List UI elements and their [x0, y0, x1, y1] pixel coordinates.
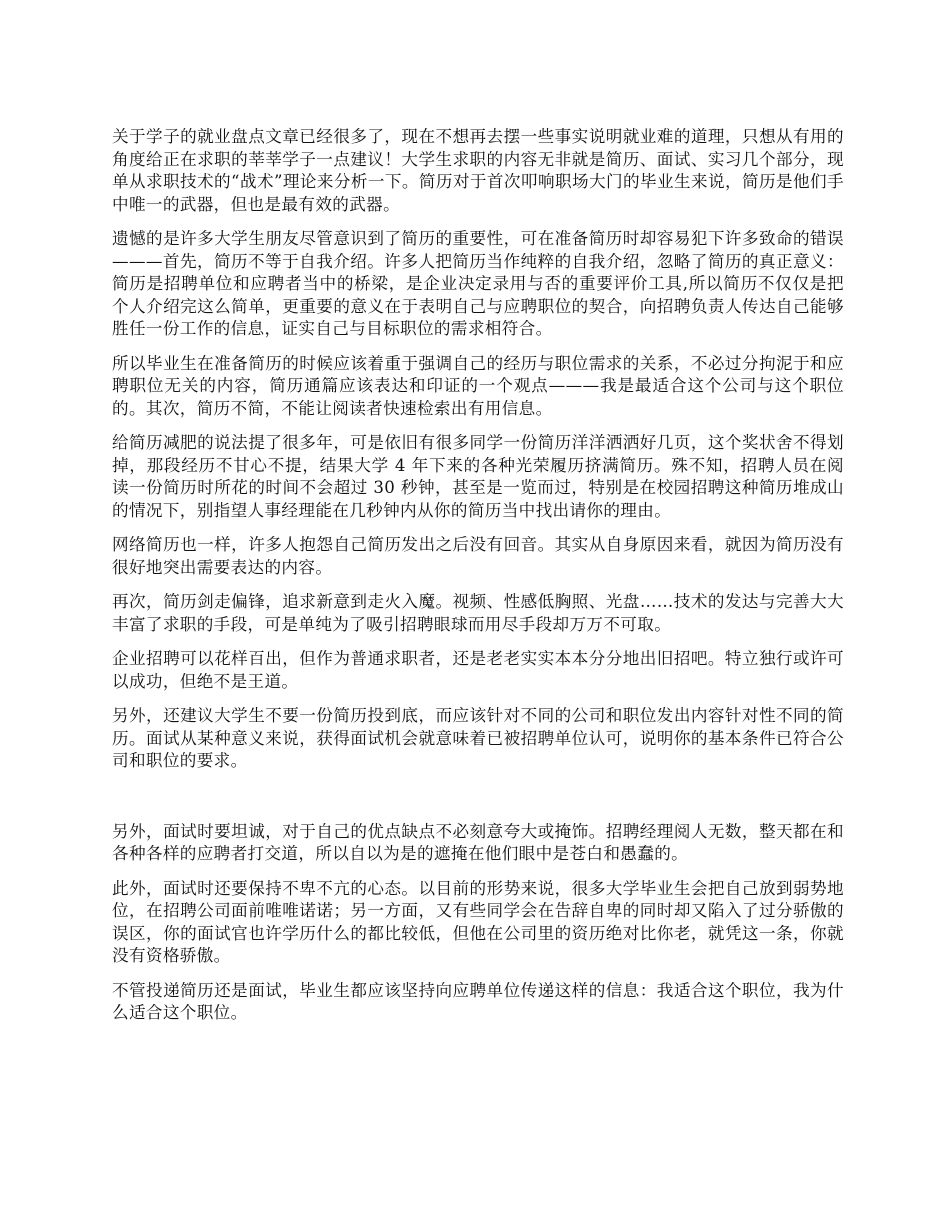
paragraph-resume-novelty: 再次，简历剑走偏锋，追求新意到走火入魔。视频、性感低胸照、光盘……技术的发达与完善大大丰富了求职的手段，可是单纯为了吸引招聘眼球而用尽手段却万万不可取。	[112, 592, 844, 634]
paragraph-intro: 关于学子的就业盘点文章已经很多了，现在不想再去摆一些事实说明就业难的道理，只想从有用的角度给正在求职的莘莘学子一点建议！大学生求职的内容无非就是简历、面试、实习几个部分，现单从求职技术的“战术”理论来分析一下。简历对于首次叩响职场大门的毕业生来说，简历是他们手中唯一的武器，但也是最有效的武器。	[112, 127, 844, 214]
paragraph-targeted-resume: 另外，还建议大学生不要一份简历投到底，而应该针对不同的公司和职位发出内容针对性不同的简历。面试从某种意义来说，获得面试机会就意味着已被招聘单位认可，说明你的基本条件已符合公司和职位的要求。	[112, 706, 844, 770]
document-body	[112, 126, 844, 1037]
paragraph-be-honest: 企业招聘可以花样百出，但作为普通求职者，还是老老实实本本分分地出旧招吧。特立独行或许可以成功，但绝不是王道。	[112, 649, 844, 691]
paragraph-online-resume: 网络简历也一样，许多人抱怨自己简历发出之后没有回音。其实从自身原因来看，就因为简历没有很好地突出需要表达的内容。	[112, 535, 844, 577]
paragraph-resume-focus: 所以毕业生在准备简历的时候应该着重于强调自己的经历与职位需求的关系，不必过分拘泥于和应聘职位无关的内容，简历通篇应该表达和印证的一个观点———我是最适合这个公司与这个职位的。其次，简历不简，不能让阅读者快速检索出有用信息。	[112, 353, 844, 418]
paragraph-interview-honesty: 另外，面试时要坦诚，对于自己的优点缺点不必刻意夸大或掩饰。招聘经理阅人无数，整天都在和各种各样的应聘者打交道，所以自以为是的遮掩在他们眼中是苍白和愚蠢的。	[112, 821, 844, 863]
section-gap	[112, 785, 844, 821]
paragraph-resume-mistakes: 遗憾的是许多大学生朋友尽管意识到了简历的重要性，可在准备简历时却容易犯下许多致命的错误———首先，简历不等于自我介绍。许多人把简历当作纯粹的自我介绍，忽略了简历的真正意义：简历是招聘单位和应聘者当中的桥梁，是企业决定录用与否的重要评价工具,所以简历不仅仅是把个人介绍完这么简单，更重要的意义在于表明自己与应聘职位的契合，向招聘负责人传达自己能够胜任一份工作的信息，证实自己与目标职位的需求相符合。	[112, 229, 844, 338]
paragraph-conclusion: 不管投递简历还是面试，毕业生都应该坚持向应聘单位传递这样的信息：我适合这个职位，我为什么适合这个职位。	[112, 980, 844, 1022]
paragraph-resume-length: 给简历减肥的说法提了很多年，可是依旧有很多同学一份简历洋洋洒洒好几页，这个奖状舍不得划掉，那段经历不甘心不提，结果大学 4 年下来的各种光荣履历挤满简历。殊不知，招聘人员在阅读一份简历时所花的时间不会超过 30 秒钟，甚至是一览而过，特别是在校园招聘这种简历堆成山的情况下，别指望人事经理能在几秒钟内从你的简历当中找出请你的理由。	[112, 433, 844, 520]
paragraph-interview-attitude: 此外，面试时还要保持不卑不亢的心态。以目前的形势来说，很多大学毕业生会把自己放到弱势地位，在招聘公司面前唯唯诺诺；另一方面，又有些同学会在告辞自卑的同时却又陷入了过分骄傲的误区，你的面试官也许学历什么的都比较低，但他在公司里的资历绝对比你老，就凭这一条，你就没有资格骄傲。	[112, 878, 844, 965]
